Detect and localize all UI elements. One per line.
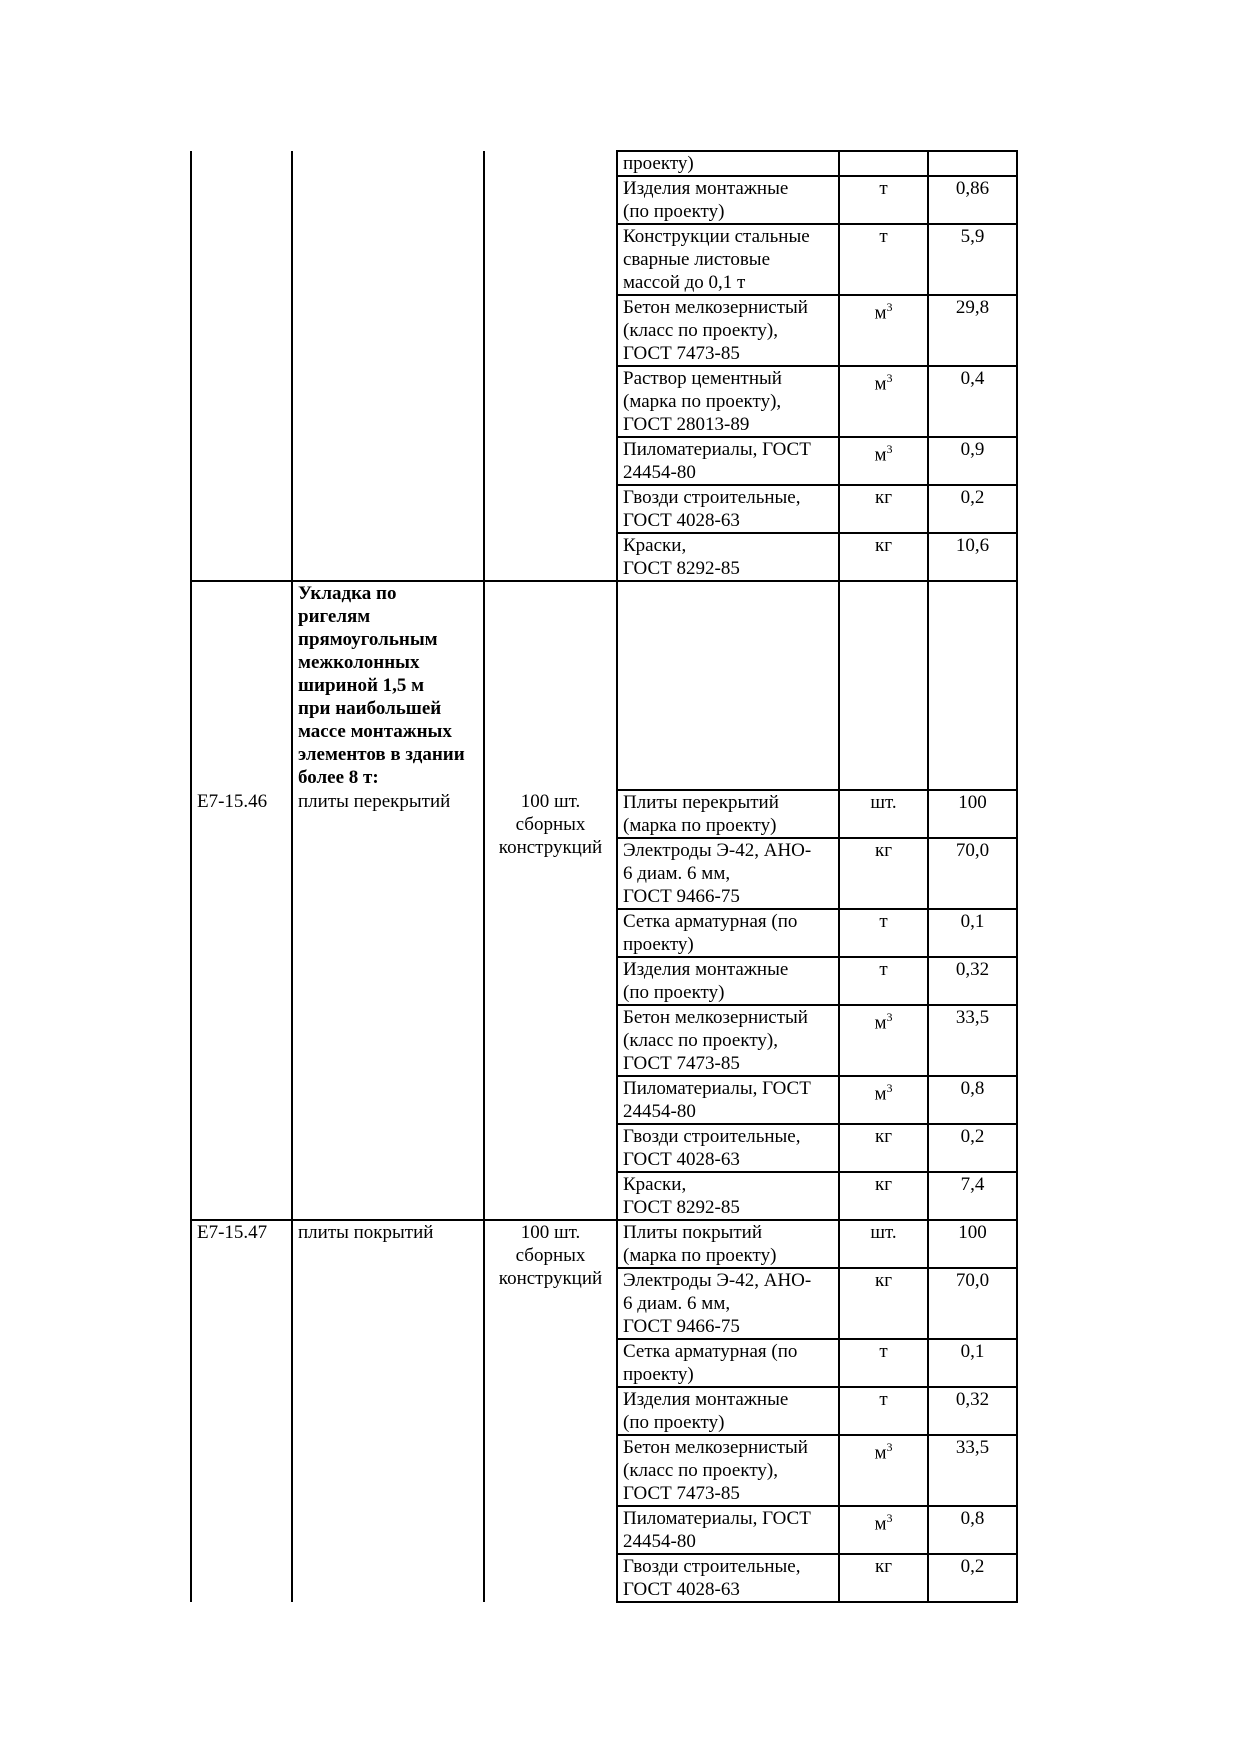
quantity-cell bbox=[928, 176, 1017, 224]
work-name-cell bbox=[292, 533, 484, 581]
unit-cell bbox=[839, 437, 928, 485]
quantity-cell bbox=[928, 957, 1017, 1005]
unit-cell bbox=[839, 295, 928, 366]
meter-line: конструкций bbox=[498, 837, 603, 858]
work-name-cell bbox=[292, 151, 484, 176]
resource-line: Гвозди строительные, bbox=[623, 1556, 801, 1577]
table-row bbox=[191, 437, 1017, 485]
quantity-value: 33,5 bbox=[955, 1437, 990, 1458]
quantity-cell bbox=[928, 437, 1017, 485]
resource-line: (марка по проекту), bbox=[623, 391, 782, 412]
unit-text: шт. bbox=[870, 1222, 897, 1243]
quantity-value: 0,2 bbox=[960, 1126, 985, 1147]
quantity-value: 0,1 bbox=[960, 1341, 985, 1362]
resource-cell bbox=[617, 1339, 839, 1387]
quantity-value: 0,8 bbox=[960, 1078, 985, 1099]
section-heading-line: более 8 т: bbox=[298, 767, 379, 788]
table-row bbox=[191, 533, 1017, 581]
unit-text: м bbox=[874, 1083, 887, 1105]
unit-superscript: 3 bbox=[886, 371, 893, 385]
work-name-cell bbox=[292, 1172, 484, 1220]
work-name-cell bbox=[292, 224, 484, 295]
norm-code-cell bbox=[191, 1005, 292, 1076]
resource-line: 6 диам. 6 мм, bbox=[623, 863, 731, 884]
table-row bbox=[191, 1554, 1017, 1602]
resource-cell bbox=[617, 909, 839, 957]
unit-cell bbox=[839, 909, 928, 957]
unit-cell bbox=[839, 366, 928, 437]
norm-code-cell bbox=[191, 1506, 292, 1554]
resource-line: Краски, bbox=[623, 1174, 687, 1195]
resource-line: Гвозди строительные, bbox=[623, 487, 801, 508]
meter-line: сборных bbox=[515, 1245, 586, 1266]
resource-cell bbox=[617, 838, 839, 909]
table-row bbox=[191, 1387, 1017, 1435]
resource-cell bbox=[617, 1220, 839, 1268]
quantity-cell bbox=[928, 838, 1017, 909]
quantity-value: 0,9 bbox=[960, 439, 985, 460]
meter-cell bbox=[484, 485, 617, 533]
norm-code-cell bbox=[191, 1435, 292, 1506]
quantity-value: 5,9 bbox=[960, 226, 985, 247]
norm-code: Е7-15.47 bbox=[197, 1222, 268, 1243]
resource-line: ГОСТ 28013-89 bbox=[623, 414, 750, 435]
section-heading bbox=[292, 581, 484, 790]
quantity-cell bbox=[928, 224, 1017, 295]
quantity-cell bbox=[928, 1220, 1017, 1268]
resource-line: 24454-80 bbox=[623, 1531, 696, 1552]
unit-text: кг bbox=[874, 535, 893, 556]
resource-cell bbox=[617, 957, 839, 1005]
quantity-value: 70,0 bbox=[955, 1270, 990, 1291]
unit-cell bbox=[839, 1435, 928, 1506]
resource-cell bbox=[617, 366, 839, 437]
norm-code-cell bbox=[191, 295, 292, 366]
quantity-cell bbox=[928, 151, 1017, 176]
unit-cell bbox=[839, 1220, 928, 1268]
section-heading-line: прямоугольным bbox=[298, 629, 438, 650]
resource-cell bbox=[617, 1172, 839, 1220]
resource-cell bbox=[617, 437, 839, 485]
resource-line: Бетон мелкозернистый bbox=[623, 1007, 808, 1028]
quantity-value: 100 bbox=[958, 792, 987, 813]
meter-cell bbox=[484, 957, 617, 1005]
quantity-cell bbox=[928, 1124, 1017, 1172]
table-row bbox=[191, 1076, 1017, 1124]
norm-code-cell bbox=[191, 224, 292, 295]
quantity-cell bbox=[928, 581, 1017, 790]
table-row bbox=[191, 1339, 1017, 1387]
resource-line: Пиломатериалы, ГОСТ bbox=[623, 439, 811, 460]
resource-cell bbox=[617, 224, 839, 295]
unit-cell bbox=[839, 1172, 928, 1220]
quantity-value: 7,4 bbox=[960, 1174, 985, 1195]
resource-line: ГОСТ 4028-63 bbox=[623, 1579, 740, 1600]
norm-code-cell bbox=[191, 1268, 292, 1339]
resource-line: (по проекту) bbox=[623, 1412, 725, 1433]
work-name-cell bbox=[292, 957, 484, 1005]
resource-cell bbox=[617, 1554, 839, 1602]
resource-line: Плиты перекрытий bbox=[623, 792, 779, 813]
section-heading-line: ригелям bbox=[298, 606, 371, 627]
quantity-cell bbox=[928, 295, 1017, 366]
unit-cell bbox=[839, 581, 928, 790]
meter-cell bbox=[484, 224, 617, 295]
resource-line: ГОСТ 8292-85 bbox=[623, 1197, 740, 1218]
quantity-value: 0,32 bbox=[955, 959, 990, 980]
resource-cell bbox=[617, 176, 839, 224]
norm-code-cell bbox=[191, 790, 292, 838]
work-name-cell bbox=[292, 838, 484, 909]
unit-superscript: 3 bbox=[886, 1081, 893, 1095]
quantity-cell bbox=[928, 909, 1017, 957]
work-name-cell bbox=[292, 437, 484, 485]
resource-line: проекту) bbox=[623, 153, 694, 174]
meter-line: 100 шт. bbox=[520, 1222, 581, 1243]
quantity-value: 0,32 bbox=[955, 1389, 990, 1410]
work-name-cell bbox=[292, 1506, 484, 1554]
resource-line: Пиломатериалы, ГОСТ bbox=[623, 1508, 811, 1529]
resource-line: Бетон мелкозернистый bbox=[623, 1437, 808, 1458]
work-name: плиты покрытий bbox=[298, 1222, 434, 1243]
work-name-cell bbox=[292, 1268, 484, 1339]
unit-cell bbox=[839, 176, 928, 224]
table-row bbox=[191, 1005, 1017, 1076]
quantity-value: 70,0 bbox=[955, 840, 990, 861]
table-row bbox=[191, 1435, 1017, 1506]
resource-cell bbox=[617, 1005, 839, 1076]
unit-cell bbox=[839, 224, 928, 295]
resource-cell bbox=[617, 485, 839, 533]
unit-text: т bbox=[879, 226, 888, 247]
work-name-cell bbox=[292, 1387, 484, 1435]
resource-line: сварные листовые bbox=[623, 249, 771, 270]
quantity-cell bbox=[928, 1005, 1017, 1076]
norms-table bbox=[190, 150, 1018, 1603]
quantity-value: 0,4 bbox=[960, 368, 985, 389]
meter-cell bbox=[484, 366, 617, 437]
resource-line: Изделия монтажные bbox=[623, 178, 789, 199]
resource-line: массой до 0,1 т bbox=[623, 272, 746, 293]
unit-text: т bbox=[879, 959, 888, 980]
unit-text: кг bbox=[874, 487, 893, 508]
work-name-cell bbox=[292, 366, 484, 437]
norm-code-cell bbox=[191, 909, 292, 957]
quantity-cell bbox=[928, 1339, 1017, 1387]
unit-cell bbox=[839, 151, 928, 176]
resource-line: ГОСТ 9466-75 bbox=[623, 1316, 740, 1337]
unit-superscript: 3 bbox=[886, 1010, 893, 1024]
quantity-cell bbox=[928, 366, 1017, 437]
resource-cell bbox=[617, 1435, 839, 1506]
table-row bbox=[191, 151, 1017, 176]
unit-text: т bbox=[879, 1389, 888, 1410]
unit-text: кг bbox=[874, 1174, 893, 1195]
meter-cell bbox=[484, 581, 617, 790]
quantity-value: 100 bbox=[958, 1222, 987, 1243]
resource-cell bbox=[617, 1268, 839, 1339]
norm-code-cell bbox=[191, 1172, 292, 1220]
unit-text: кг bbox=[874, 1556, 893, 1577]
norm-code-cell bbox=[191, 533, 292, 581]
quantity-cell bbox=[928, 533, 1017, 581]
resource-cell bbox=[617, 581, 839, 790]
work-name-cell bbox=[292, 1220, 484, 1268]
meter-cell bbox=[484, 1554, 617, 1602]
work-name-cell bbox=[292, 1076, 484, 1124]
resource-cell bbox=[617, 1124, 839, 1172]
table-row bbox=[191, 1506, 1017, 1554]
resource-cell bbox=[617, 533, 839, 581]
section-heading-line: Укладка по bbox=[298, 583, 397, 604]
unit-text: т bbox=[879, 911, 888, 932]
quantity-value: 10,6 bbox=[955, 535, 990, 556]
resource-line: Сетка арматурная (по bbox=[623, 911, 798, 932]
quantity-cell bbox=[928, 1076, 1017, 1124]
work-name-cell bbox=[292, 176, 484, 224]
work-name-cell bbox=[292, 1339, 484, 1387]
resource-cell bbox=[617, 151, 839, 176]
unit-text: кг bbox=[874, 1270, 893, 1291]
quantity-cell bbox=[928, 1554, 1017, 1602]
resource-cell bbox=[617, 1076, 839, 1124]
table-row bbox=[191, 1124, 1017, 1172]
unit-text: м bbox=[874, 302, 887, 324]
section-heading-row bbox=[191, 581, 1017, 790]
resource-cell bbox=[617, 1506, 839, 1554]
norm-code-cell bbox=[191, 581, 292, 790]
unit-cell bbox=[839, 957, 928, 1005]
table-row bbox=[191, 485, 1017, 533]
quantity-value: 0,1 bbox=[960, 911, 985, 932]
quantity-value: 29,8 bbox=[955, 297, 990, 318]
meter-cell bbox=[484, 1220, 617, 1339]
quantity-cell bbox=[928, 1387, 1017, 1435]
table-row bbox=[191, 295, 1017, 366]
section-heading-line: при наибольшей bbox=[298, 698, 442, 719]
work-name-cell bbox=[292, 1005, 484, 1076]
meter-cell bbox=[484, 437, 617, 485]
norm-code: Е7-15.46 bbox=[197, 791, 268, 812]
resource-line: 6 диам. 6 мм, bbox=[623, 1293, 731, 1314]
meter-cell bbox=[484, 1005, 617, 1076]
unit-text: т bbox=[879, 1341, 888, 1362]
meter-cell bbox=[484, 790, 617, 909]
norm-code-cell bbox=[191, 838, 292, 909]
norm-code-cell bbox=[191, 1554, 292, 1602]
resource-line: (по проекту) bbox=[623, 982, 725, 1003]
section-heading-line: массе монтажных bbox=[298, 721, 452, 742]
quantity-value: 0,2 bbox=[960, 1556, 985, 1577]
quantity-value: 0,2 bbox=[960, 487, 985, 508]
section-heading-line: межколонных bbox=[298, 652, 420, 673]
resource-line: Раствор цементный bbox=[623, 368, 782, 389]
resource-line: ГОСТ 4028-63 bbox=[623, 510, 740, 531]
resource-line: (марка по проекту) bbox=[623, 1245, 777, 1266]
norm-code-cell bbox=[191, 485, 292, 533]
meter-cell bbox=[484, 1506, 617, 1554]
table-row bbox=[191, 224, 1017, 295]
meter-cell bbox=[484, 1435, 617, 1506]
unit-cell bbox=[839, 790, 928, 838]
resource-cell bbox=[617, 295, 839, 366]
unit-text: м bbox=[874, 444, 887, 466]
resource-line: Электроды Э-42, АНО- bbox=[623, 1270, 812, 1291]
unit-text: т bbox=[879, 178, 888, 199]
work-name-cell bbox=[292, 909, 484, 957]
resource-line: (класс по проекту), bbox=[623, 1030, 778, 1051]
norm-code-cell bbox=[191, 1076, 292, 1124]
resource-line: 24454-80 bbox=[623, 462, 696, 483]
resource-line: Изделия монтажные bbox=[623, 1389, 789, 1410]
norm-code-cell bbox=[191, 151, 292, 176]
unit-cell bbox=[839, 1268, 928, 1339]
resource-cell bbox=[617, 790, 839, 838]
table-row bbox=[191, 176, 1017, 224]
unit-cell bbox=[839, 1005, 928, 1076]
unit-text: м bbox=[874, 1012, 887, 1034]
table-row bbox=[191, 909, 1017, 957]
resource-line: ГОСТ 7473-85 bbox=[623, 1053, 740, 1074]
unit-superscript: 3 bbox=[886, 1440, 893, 1454]
meter-line: конструкций bbox=[498, 1268, 603, 1289]
table-row bbox=[191, 1172, 1017, 1220]
quantity-cell bbox=[928, 1435, 1017, 1506]
resource-line: Сетка арматурная (по bbox=[623, 1341, 798, 1362]
norm-code-cell bbox=[191, 176, 292, 224]
work-name-cell bbox=[292, 1554, 484, 1602]
unit-text: м bbox=[874, 373, 887, 395]
work-name: плиты перекрытий bbox=[298, 791, 451, 812]
work-name-cell bbox=[292, 1124, 484, 1172]
unit-cell bbox=[839, 1124, 928, 1172]
work-name-cell bbox=[292, 1435, 484, 1506]
resource-line: Электроды Э-42, АНО- bbox=[623, 840, 812, 861]
unit-cell bbox=[839, 1506, 928, 1554]
resource-line: ГОСТ 7473-85 bbox=[623, 1483, 740, 1504]
unit-cell bbox=[839, 1387, 928, 1435]
meter-cell bbox=[484, 151, 617, 176]
norm-code-cell bbox=[191, 366, 292, 437]
meter-cell bbox=[484, 1172, 617, 1220]
norm-code-cell bbox=[191, 957, 292, 1005]
resource-line: ГОСТ 4028-63 bbox=[623, 1149, 740, 1170]
meter-cell bbox=[484, 909, 617, 957]
meter-cell bbox=[484, 1339, 617, 1387]
resource-line: (марка по проекту) bbox=[623, 815, 777, 836]
resource-line: ГОСТ 9466-75 bbox=[623, 886, 740, 907]
meter-cell bbox=[484, 1076, 617, 1124]
meter-cell bbox=[484, 295, 617, 366]
resource-line: ГОСТ 8292-85 bbox=[623, 558, 740, 579]
table-row bbox=[191, 1220, 1017, 1268]
quantity-cell bbox=[928, 790, 1017, 838]
unit-superscript: 3 bbox=[886, 442, 893, 456]
meter-line: сборных bbox=[515, 814, 586, 835]
resource-line: (по проекту) bbox=[623, 201, 725, 222]
quantity-value: 0,8 bbox=[960, 1508, 985, 1529]
section-heading-line: шириной 1,5 м bbox=[298, 675, 425, 696]
resource-line: Пиломатериалы, ГОСТ bbox=[623, 1078, 811, 1099]
meter-cell bbox=[484, 176, 617, 224]
table-row bbox=[191, 957, 1017, 1005]
unit-text: шт. bbox=[870, 792, 897, 813]
unit-cell bbox=[839, 838, 928, 909]
meter-cell bbox=[484, 1387, 617, 1435]
resource-line: Плиты покрытий bbox=[623, 1222, 762, 1243]
unit-cell bbox=[839, 1076, 928, 1124]
quantity-value: 0,86 bbox=[955, 178, 990, 199]
meter-line: 100 шт. bbox=[520, 791, 581, 812]
norm-code-cell bbox=[191, 1339, 292, 1387]
resource-line: проекту) bbox=[623, 1364, 694, 1385]
norms-table-body bbox=[191, 151, 1017, 1602]
resource-line: (класс по проекту), bbox=[623, 320, 778, 341]
norm-code-cell bbox=[191, 1220, 292, 1268]
work-name-cell bbox=[292, 485, 484, 533]
norm-code-cell bbox=[191, 1124, 292, 1172]
quantity-value: 33,5 bbox=[955, 1007, 990, 1028]
norm-code-cell bbox=[191, 1387, 292, 1435]
section-heading-line: элементов в здании bbox=[298, 744, 465, 765]
table-row bbox=[191, 366, 1017, 437]
work-name-cell bbox=[292, 295, 484, 366]
resource-line: Гвозди строительные, bbox=[623, 1126, 801, 1147]
quantity-cell bbox=[928, 485, 1017, 533]
quantity-cell bbox=[928, 1172, 1017, 1220]
resource-line: Краски, bbox=[623, 535, 687, 556]
resource-line: (класс по проекту), bbox=[623, 1460, 778, 1481]
unit-superscript: 3 bbox=[886, 1511, 893, 1525]
unit-cell bbox=[839, 1554, 928, 1602]
unit-text: м bbox=[874, 1442, 887, 1464]
unit-cell bbox=[839, 1339, 928, 1387]
unit-text: м bbox=[874, 1513, 887, 1535]
resource-line: ГОСТ 7473-85 bbox=[623, 343, 740, 364]
meter-cell bbox=[484, 1124, 617, 1172]
unit-cell bbox=[839, 485, 928, 533]
work-name-cell bbox=[292, 790, 484, 838]
unit-cell bbox=[839, 533, 928, 581]
quantity-cell bbox=[928, 1506, 1017, 1554]
unit-text: кг bbox=[874, 840, 893, 861]
resource-line: Конструкции стальные bbox=[623, 226, 810, 247]
table-row bbox=[191, 790, 1017, 838]
resource-line: Изделия монтажные bbox=[623, 959, 789, 980]
resource-line: Бетон мелкозернистый bbox=[623, 297, 808, 318]
meter-cell bbox=[484, 533, 617, 581]
resource-cell bbox=[617, 1387, 839, 1435]
resource-line: 24454-80 bbox=[623, 1101, 696, 1122]
unit-text: кг bbox=[874, 1126, 893, 1147]
norm-code-cell bbox=[191, 437, 292, 485]
quantity-cell bbox=[928, 1268, 1017, 1339]
unit-superscript: 3 bbox=[886, 300, 893, 314]
resource-line: проекту) bbox=[623, 934, 694, 955]
